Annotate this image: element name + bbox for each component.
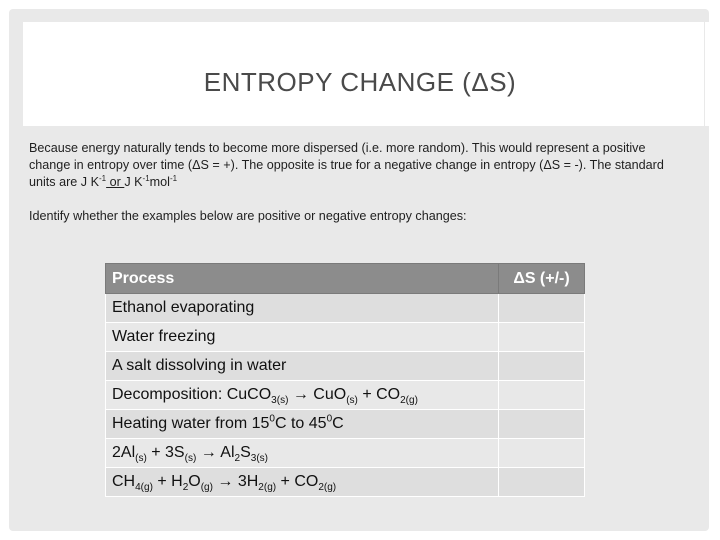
formula-text: 3H: [237, 473, 259, 490]
arrow-icon: →: [196, 444, 221, 461]
table-row: [106, 323, 585, 352]
unit-mol: mol: [149, 175, 170, 189]
formula-text: 2Al: [112, 444, 136, 461]
formula-text: O: [188, 473, 201, 490]
process-cell: Water freezing: [106, 323, 499, 352]
answer-cell[interactable]: [499, 294, 585, 323]
formula-text: Decomposition: CuCO: [112, 386, 272, 403]
process-cell: [106, 381, 499, 410]
formula-text: CH: [112, 473, 136, 490]
formula-subscript: 3(s): [271, 395, 289, 407]
table-row: [106, 381, 585, 410]
table-header-row: [106, 264, 585, 294]
formula-subscript: (g): [200, 482, 213, 494]
formula-subscript: 2(g): [258, 482, 277, 494]
formula-subscript: (s): [135, 453, 147, 465]
table-row: [106, 439, 585, 468]
formula-text: + CO: [276, 473, 319, 490]
formula-subscript: 3(s): [250, 453, 268, 465]
formula-text: S: [240, 444, 251, 461]
formula-subscript: 2(g): [400, 395, 418, 407]
page-title: ENTROPY CHANGE (ΔS): [203, 67, 517, 97]
arrow-icon: →: [212, 473, 238, 490]
formula-text: C to 45: [274, 415, 327, 432]
formula-text: + CO: [357, 386, 401, 403]
header-process: Process: [106, 264, 499, 294]
formula-text: + 3S: [146, 444, 185, 461]
formula-subscript: (s): [346, 395, 358, 407]
unit-exponent-1: -1: [99, 173, 107, 183]
header-delta-s: ΔS (+/-): [499, 264, 585, 294]
formula-subscript: 2: [182, 482, 189, 494]
formula-text: Al: [220, 444, 235, 461]
answer-cell[interactable]: [499, 381, 585, 410]
answer-cell[interactable]: [499, 468, 585, 497]
formula-superscript: 0: [269, 413, 275, 425]
or-text: or: [106, 175, 125, 189]
instruction-paragraph: Identify whether the examples below are positive or negative entropy changes:: [29, 209, 467, 223]
body-text: [29, 140, 679, 225]
process-cell: [106, 439, 499, 468]
unit-exponent-3: -1: [169, 173, 178, 183]
table-row: [106, 410, 585, 439]
table-row: [106, 294, 585, 323]
formula-superscript: 0: [326, 413, 333, 425]
intro-text: Because energy naturally tends to become more dispersed (i.e. more random). This would represent a positive change in entropy over time (ΔS = +). The opposite is true for a negative change in entropy (ΔS = -). The standard units are J K: [29, 141, 664, 189]
formula-subscript: 2(g): [318, 482, 337, 494]
answer-cell[interactable]: [499, 352, 585, 381]
process-cell: A salt dissolving in water: [106, 352, 499, 381]
table-row: [106, 352, 585, 381]
arrow-icon: →: [288, 386, 314, 403]
answer-cell[interactable]: [499, 323, 585, 352]
title-box: [23, 22, 709, 126]
formula-text: + H: [152, 473, 183, 490]
process-cell: Ethanol evaporating: [106, 294, 499, 323]
unit-exponent-2: -1: [142, 173, 150, 183]
process-cell: [106, 410, 499, 439]
formula-text: C: [332, 415, 344, 432]
intro-paragraph: [29, 140, 679, 191]
entropy-table: [105, 263, 585, 497]
formula-subscript: (s): [184, 453, 197, 465]
table-row: [106, 468, 585, 497]
formula-subscript: 4(g): [135, 482, 153, 494]
answer-cell[interactable]: [499, 439, 585, 468]
unit-text-2: J K: [124, 175, 143, 189]
process-cell: [106, 468, 499, 497]
formula-text: CuO: [313, 386, 347, 403]
formula-text: Heating water from 15: [112, 415, 270, 432]
answer-cell[interactable]: [499, 410, 585, 439]
formula-subscript: 2: [234, 453, 241, 465]
